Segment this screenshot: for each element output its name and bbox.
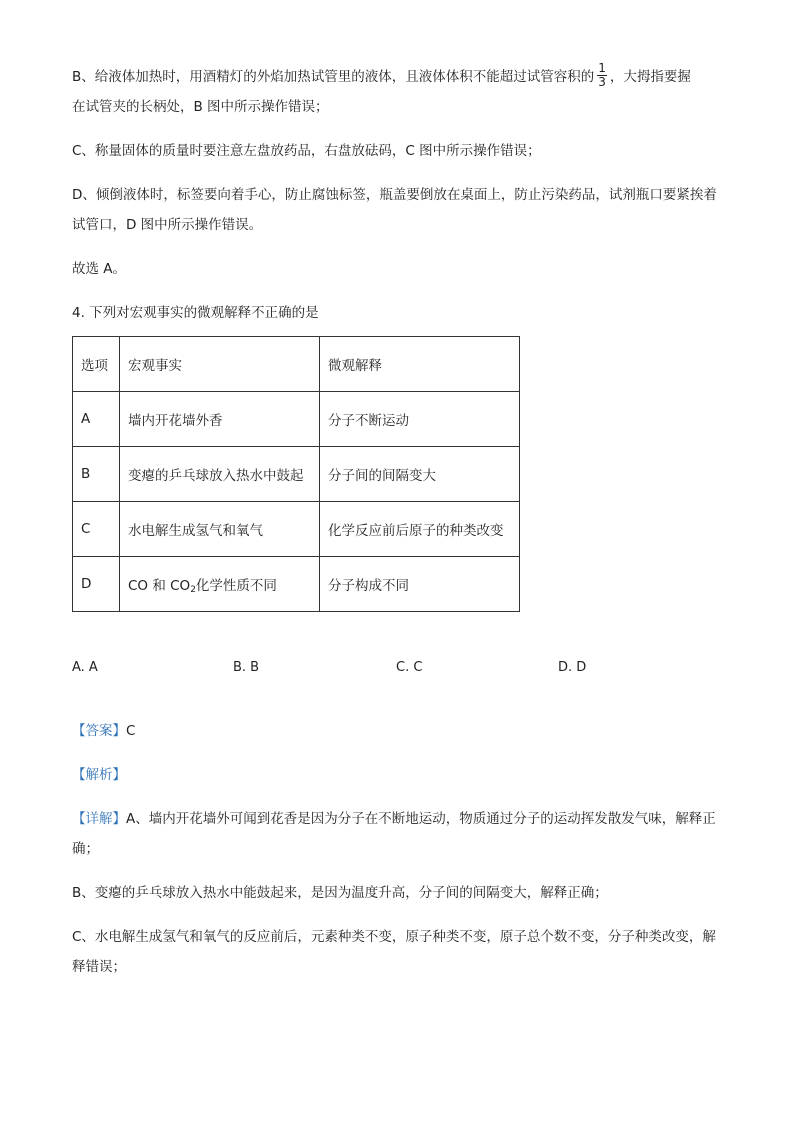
option-b: B. B <box>233 660 260 675</box>
select-conclusion: 故选 A。 <box>72 261 127 277</box>
question-4-text: 4. 下列对宏观事实的微观解释不正确的是 <box>72 305 319 321</box>
document-page <box>72 62 722 996</box>
fraction-one-third <box>597 62 607 89</box>
answer-value: C <box>126 723 136 739</box>
option-d: D. D <box>558 660 587 675</box>
table-header-row <box>73 337 520 392</box>
table-cell-fact <box>120 557 320 612</box>
answer-options <box>72 660 722 690</box>
answer-line <box>72 716 722 746</box>
fact-co-prefix: CO 和 CO <box>128 577 191 594</box>
option-c: C. C <box>396 660 423 675</box>
explanation-d: D、倾倒液体时，标签要向着手心，防止腐蚀标签，瓶盖要倒放在桌面上，防止污染药品，试剂瓶口要紧挨着试管口，D 图中所示操作错误。 <box>72 187 717 233</box>
table-cell-fact: 水电解生成氢气和氧气 <box>120 502 320 557</box>
table-cell-fact: 变瘪的乒乓球放入热水中鼓起 <box>120 447 320 502</box>
table-row <box>73 447 520 502</box>
table-cell-option: A <box>73 392 120 447</box>
explanation-b-part2: ，大拇指要握 <box>609 69 691 85</box>
explanation-b <box>72 62 722 122</box>
subscript-2: 2 <box>190 584 196 595</box>
table-row <box>73 557 520 612</box>
table-row <box>73 502 520 557</box>
table-header-cell: 选项 <box>73 337 120 392</box>
table-cell-explain: 分子间的间隔变大 <box>320 447 520 502</box>
detail-b: B、变瘪的乒乓球放入热水中能鼓起来，是因为温度升高，分子间的间隔变大，解释正确； <box>72 885 608 901</box>
explanation-b-line2: 在试管夹的长柄处，B 图中所示操作错误； <box>72 99 329 115</box>
analysis-line <box>72 760 722 790</box>
table-cell-explain: 分子不断运动 <box>320 392 520 447</box>
table-header-cell: 微观解释 <box>320 337 520 392</box>
table-header-cell: 宏观事实 <box>120 337 320 392</box>
explanation-b-part1: B、给液体加热时，用酒精灯的外焰加热试管里的液体，且液体体积不能超过试管容积的 <box>72 69 595 85</box>
table-cell-fact: 墙内开花墙外香 <box>120 392 320 447</box>
detail-tag: 【详解】 <box>72 811 126 827</box>
fraction-denominator: 3 <box>598 74 606 89</box>
table-row <box>73 392 520 447</box>
table-cell-explain: 化学反应前后原子的种类改变 <box>320 502 520 557</box>
analysis-tag: 【解析】 <box>72 767 126 783</box>
table-cell-option: D <box>73 557 120 612</box>
fact-co-suffix: 化学性质不同 <box>195 577 277 594</box>
answer-tag: 【答案】 <box>72 723 126 739</box>
question-table <box>72 336 520 612</box>
table-cell-explain: 分子构成不同 <box>320 557 520 612</box>
option-a: A. A <box>72 660 98 675</box>
table-cell-option: C <box>73 502 120 557</box>
detail-c: C、水电解生成氢气和氧气的反应前后，元素种类不变，原子种类不变，原子总个数不变，分子种类改变，解释错误； <box>72 929 716 975</box>
detail-a-text: A、墙内开花墙外可闻到花香是因为分子在不断地运动，物质通过分子的运动挥发散发气味，解释正确； <box>72 811 716 857</box>
detail-a <box>72 804 722 864</box>
fraction-numerator: 1 <box>598 60 606 75</box>
explanation-c: C、称量固体的质量时要注意左盘放药品，右盘放砝码，C 图中所示操作错误； <box>72 143 541 159</box>
table-cell-option: B <box>73 447 120 502</box>
